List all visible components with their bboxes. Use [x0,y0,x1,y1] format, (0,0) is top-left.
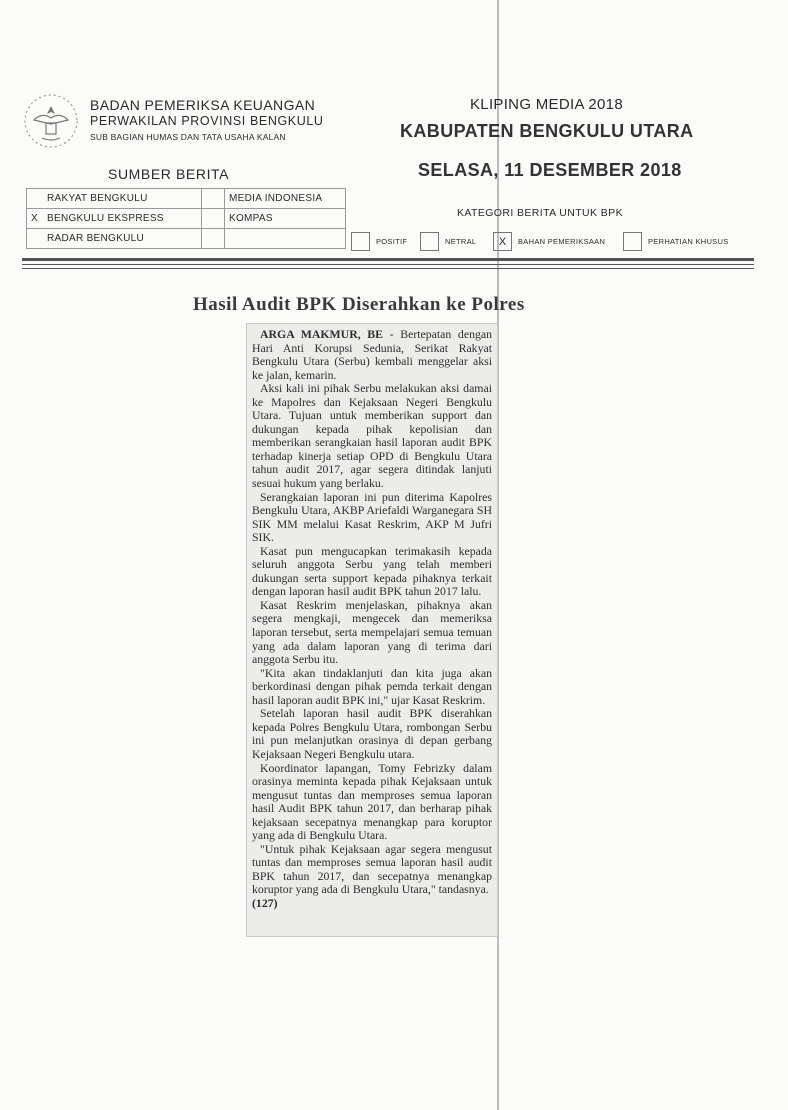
category-checkbox [623,232,642,251]
source-name [225,229,346,249]
article-body [252,328,492,911]
category-option [420,232,476,251]
org-name: BADAN PEMERIKSA KEUANGAN [90,97,316,113]
table-row [27,229,346,249]
source-mark [202,189,225,209]
organization-header [90,97,324,142]
source-name: MEDIA INDONESIA [225,189,346,209]
category-label: POSITIF [376,237,408,246]
article-paragraph: Koordinator lapangan, Tomy Febrizky dalam orasinya meminta kepada pihak Kejaksaan untuk mengusut tuntas dan memproses semua laporan hasil Audit BPK tahun 2017, dan berharap pihak kejaksaan secepatnya menangkap para koruptor yang ada di Bengkulu Utara. [252,760,492,843]
header-divider [22,264,754,265]
category-title: KATEGORI BERITA UNTUK BPK [457,207,623,219]
org-branch: PERWAKILAN PROVINSI BENGKULU [90,114,324,128]
source-name: KOMPAS [225,209,346,229]
org-subdivision: SUB BAGIAN HUMAS DAN TATA USAHA KALAN [90,132,286,142]
source-mark: X [31,213,38,224]
category-option [493,232,605,251]
article-paragraph: "Untuk pihak Kejaksaan agar segera mengusut tuntas dan memproses semua laporan hasil audit BPK tahun 2017, dan secepatnya menangkap koruptor yang ada di Bengkulu Utara," tandasnya. [252,841,492,897]
category-label: NETRAL [445,237,477,246]
source-mark [202,209,225,229]
table-row [27,209,346,229]
category-checkbox [351,232,370,251]
source-mark [202,229,225,249]
header-divider [22,258,754,261]
table-row [27,189,346,209]
article-headline: Hasil Audit BPK Diserahkan ke Polres [193,294,525,315]
article-paragraph: "Kita akan tindaklanjuti dan kita juga akan berkordinasi dengan pihak pemda terkait dengan hasil laporan audit BPK ini," ujar Kasat Reskrim. [252,665,492,707]
source-name: RAKYAT BENGKULU [27,189,202,209]
category-label: BAHAN PEMERIKSAAN [518,237,606,246]
article-paragraph: Aksi kali ini pihak Serbu melakukan aksi damai ke Mapolres dan Kejaksaan Negeri Bengkulu Utara. Tujuan untuk memberikan support dan dukungan kepada pihak kepolisian dan memberikan serangkaian hasil laporan audit BPK terhadap kinerja setiap OPD di Bengkulu Utara tahun audit 2017, agar segera ditindak lanjuti sesuai hukum yang berlaku. [252,381,492,491]
category-checkbox: X [493,232,512,251]
article-code: (127) [252,895,278,910]
bpk-logo-icon [22,92,80,150]
source-name: X BENGKULU EKSPRESS [27,209,202,229]
region-title: KABUPATEN BENGKULU UTARA [400,121,694,141]
category-label: PERHATIAN KHUSUS [648,237,729,246]
kliping-title: KLIPING MEDIA 2018 [470,96,623,113]
source-name: RADAR BENGKULU [27,229,202,249]
article-dateline: ARGA MAKMUR, BE [260,327,384,341]
article-paragraph: Setelah laporan hasil audit BPK diserahkan kepada Polres Bengkulu Utara, rombongan Serbu ini pun melanjutkan orasinya di depan gerbang Kejaksaan Negeri Bengkulu utara. [252,706,492,761]
article-paragraph: Kasat pun mengucapkan terimakasih kepada seluruh anggota Serbu yang telah memberi dukungan serta support kepada pihaknya terkait dengan laporan hasil audit BPK tahun 2017 lalu. [252,543,492,599]
article-paragraph: Serangkaian laporan ini pun diterima Kapolres Bengkulu Utara, AKBP Ariefaldi Warganegara SH SIK MM melalui Kasat Reskrim, AKP M Jufri SIK. [252,489,492,545]
source-title: SUMBER BERITA [108,166,230,182]
article-paragraph: Kasat Reskrim menjelaskan, pihaknya akan segera mengkaji, mengecek dan memeriksa laporan tersebut, serta mempelajari semua temuan yang ada dalam laporan yang di terima dari anggota Serbu itu. [252,597,492,667]
header-divider [22,268,754,269]
category-option [623,232,729,251]
date-title: SELASA, 11 DESEMBER 2018 [418,160,682,180]
category-option [351,232,407,251]
source-table [26,188,346,249]
category-checkbox [420,232,439,251]
article-paragraph: ARGA MAKMUR, BE - Bertepatan dengan Hari Anti Korupsi Sedunia, Serikat Rakyat Bengkulu Utara (Serbu) kembali menggelar aksi ke jalan, kemarin. [252,327,493,382]
